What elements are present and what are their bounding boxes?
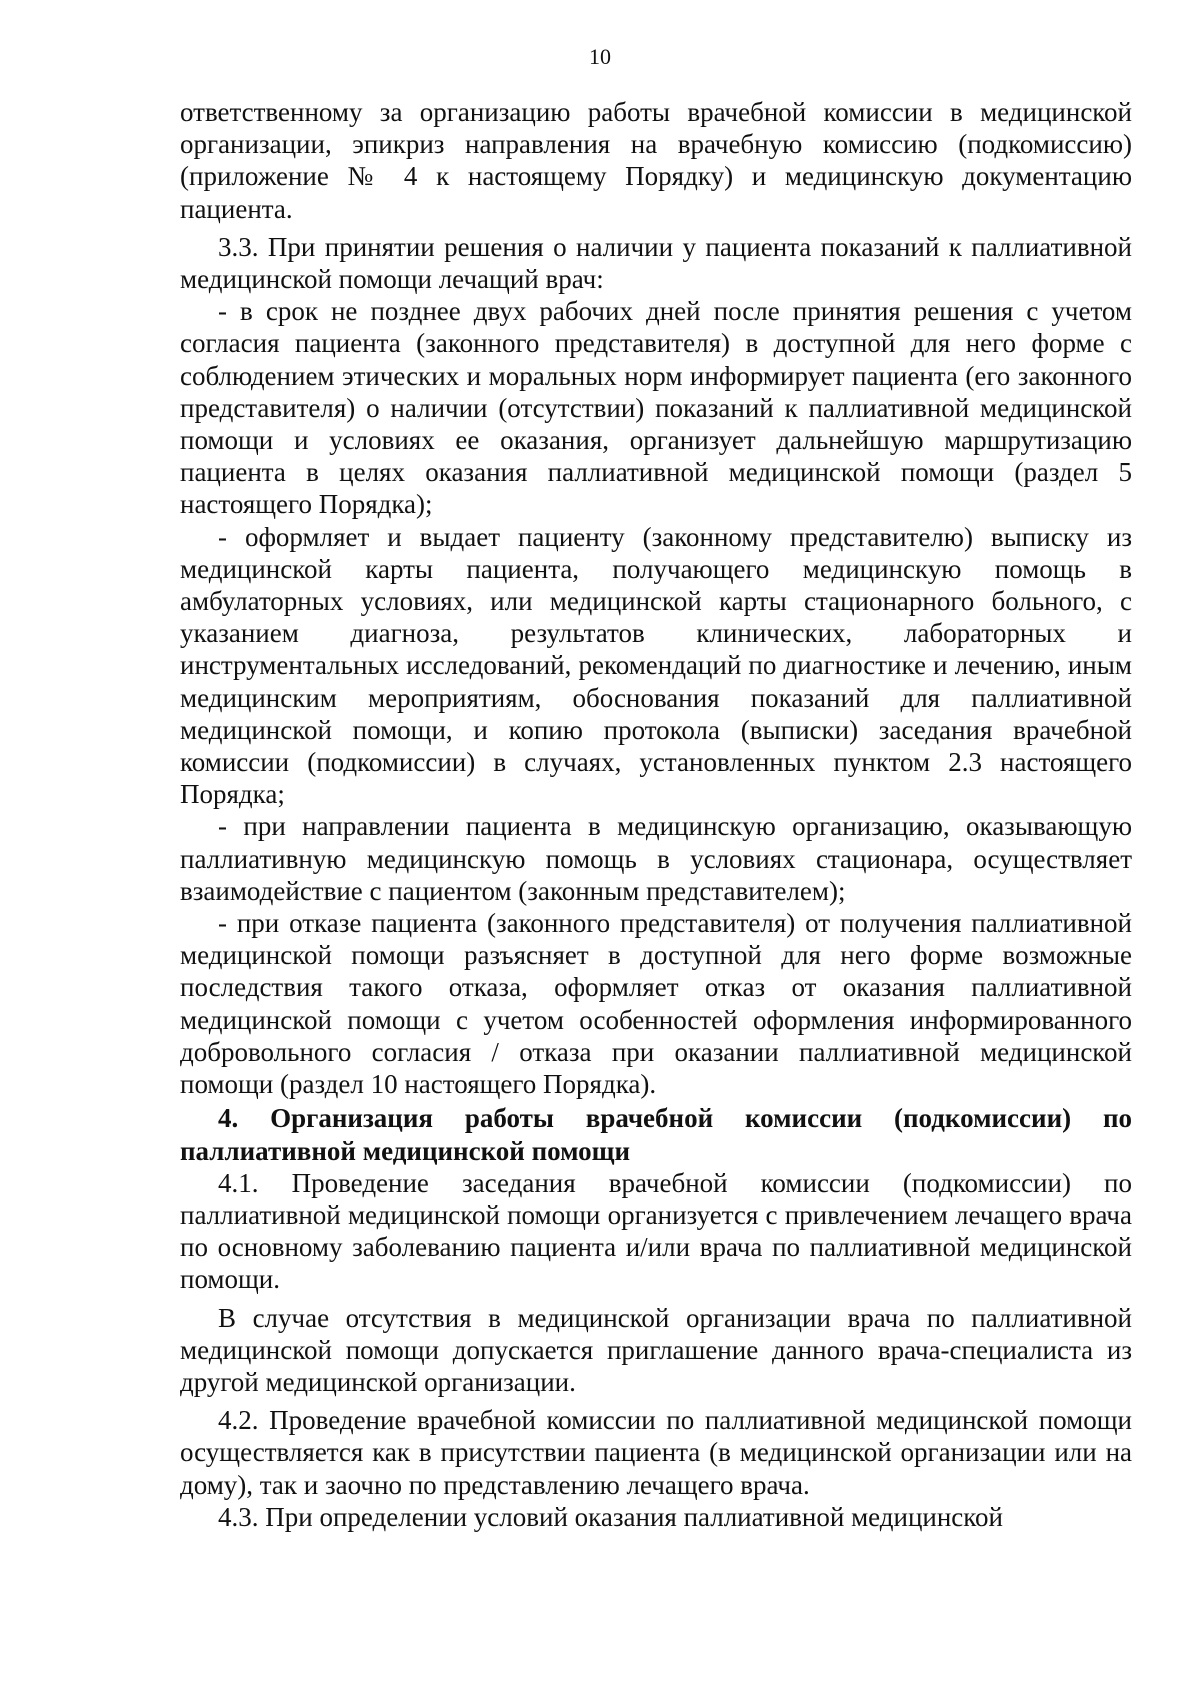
document-body (180, 96, 1132, 1533)
paragraph-4-3: 4.3. При определении условий оказания паллиативной медицинской (218, 1501, 1003, 1532)
paragraph-4-2: 4.2. Проведение врачебной комиссии по паллиативной медицинской помощи осуществляется как в присутствии пациента (в медицинской организации или на дому), так и заочно по представлению лечащего врача. (180, 1405, 1132, 1500)
section-4-heading: 4. Организация работы врачебной комиссии (подкомиссии) по паллиативной медицинской помощи (180, 1103, 1132, 1166)
page-number: 10 (589, 44, 611, 69)
list-item-referral-interaction: - при направлении пациента в медицинскую организацию, оказывающую паллиативную медицинскую помощь в условиях стационара, осуществляет взаимодействие с пациентом (законным представителем); (180, 811, 1132, 906)
list-item-refusal: - при отказе пациента (законного представителя) от получения паллиативной медицинской помощи разъясняет в доступной для него форме возможные последствия такого отказа, оформляет отказ от оказания паллиативной медицинской помощи с учетом особенностей оформления информированного добровольного согласия / отказа при оказании паллиативной медицинской помощи (раздел 10 настоящего Порядка). (180, 908, 1132, 1100)
list-item-inform-patient: - в срок не позднее двух рабочих дней после принятия решения с учетом согласия пациента (законного представителя) в доступной для него форме с соблюдением этических и моральных норм информирует пациента (его законного представителя) о наличии (отсутствии) показаний к паллиативной медицинской помощи и условиях ее оказания, организует дальнейшую маршрутизацию пациента в целях оказания паллиативной медицинской помощи (раздел 5 настоящего Порядка); (180, 296, 1132, 520)
paragraph-4-1: 4.1. Проведение заседания врачебной комиссии (подкомиссии) по паллиативной медицинской помощи организуется с привлечением лечащего врача по основному заболеванию пациента и/или врача по паллиативной медицинской помощи. (180, 1167, 1132, 1295)
paragraph-specialist-invitation: В случае отсутствия в медицинской организации врача по паллиативной медицинской помощи допускается приглашение данного врача-специалиста из другой медицинской организации. (180, 1302, 1132, 1397)
paragraph-epicrisis: ответственному за организацию работы врачебной комиссии в медицинской организации, эпикриз направления на врачебную комиссию (подкомиссию) (приложение № 4 к настоящему Порядку) и медицинскую документацию пациента. (180, 97, 1132, 224)
paragraph-3-3: 3.3. При принятии решения о наличии у пациента показаний к паллиативной медицинской помощи лечащий врач: (180, 231, 1132, 295)
list-item-issue-extract: - оформляет и выдает пациенту (законному представителю) выписку из медицинской карты пациента, получающего медицинскую помощь в амбулаторных условиях, или медицинской карты стационарного больного, с указанием диагноза, результатов клинических, лабораторных и инструментальных исследований, рекомендаций по диагностике и лечению, иным медицинским мероприятиям, обоснования показаний для паллиативной медицинской помощи, и копию протокола (выписки) заседания врачебной комиссии (подкомиссии) в случаях, установленных пунктом 2.3 настоящего Порядка; (180, 521, 1132, 810)
